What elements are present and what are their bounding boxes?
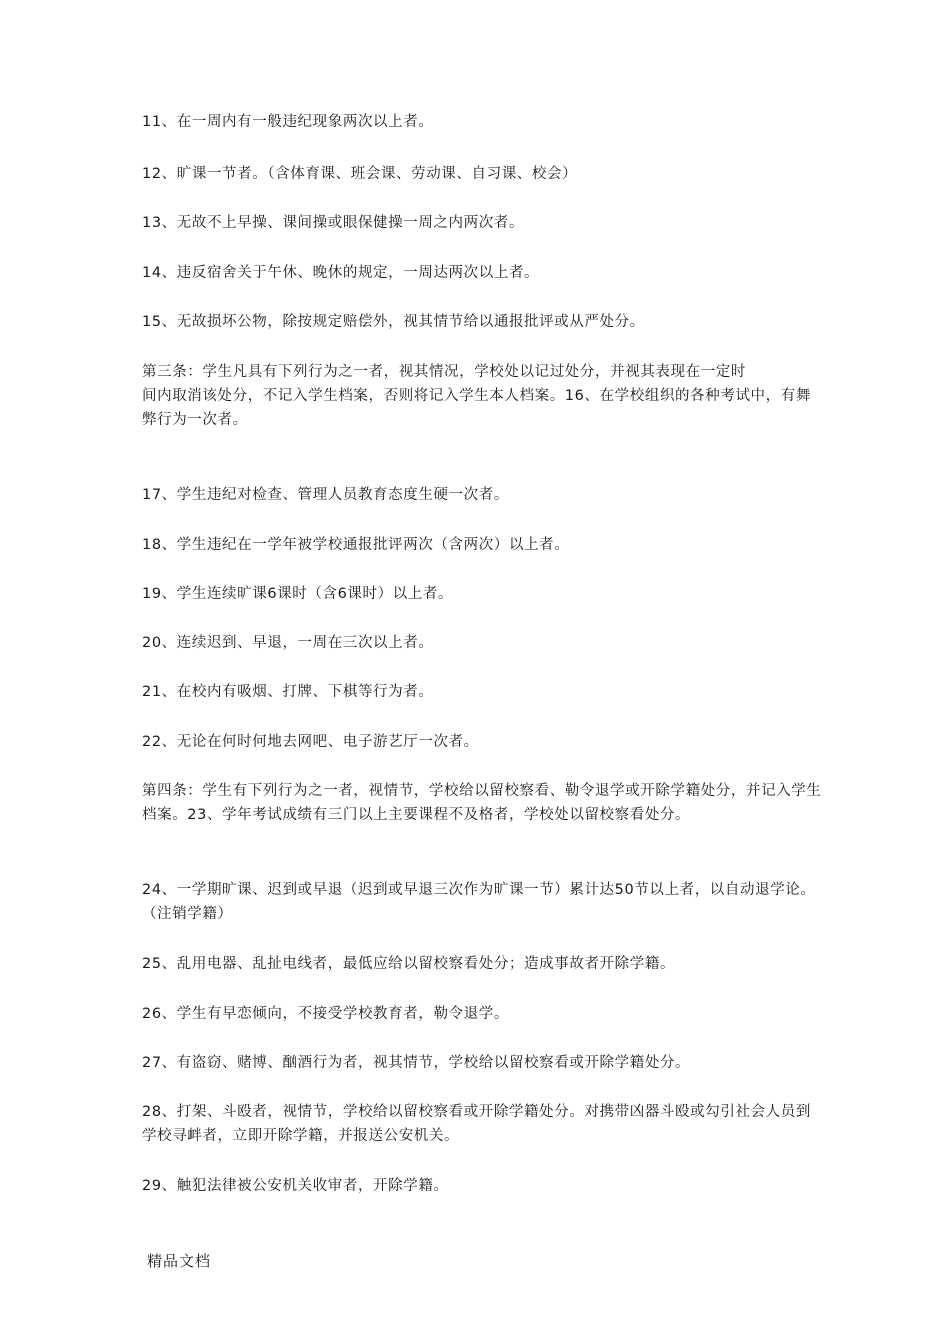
paragraph-item-11: 11、在一周内有一般违纪现象两次以上者。 <box>142 114 434 130</box>
paragraph-item-28: 28、打架、斗殴者，视情节，学校给以留校察看或开除学籍处分。对携带凶器斗殴或勾引社会人员到学校寻衅者，立即开除学籍，并报送公安机关。 <box>142 1104 811 1144</box>
paragraph-item-20: 20、连续迟到、早退，一周在三次以上者。 <box>142 635 434 651</box>
paragraph-item-13: 13、无故不上早操、课间操或眼保健操一周之内两次者。 <box>142 215 525 231</box>
paragraph-item-24: 24、一学期旷课、迟到或早退（迟到或早退三次作为旷课一节）累计达50节以上者，以自动退学论。（注销学籍） <box>142 882 816 922</box>
paragraph-item-25: 25、乱用电器、乱扯电线者，最低应给以留校察看处分；造成事故者开除学籍。 <box>142 956 676 972</box>
paragraph-item-22: 22、无论在何时何地去网吧、电子游艺厅一次者。 <box>142 734 479 750</box>
paragraph-item-17: 17、学生违纪对检查、管理人员教育态度生硬一次者。 <box>142 487 509 503</box>
paragraph-article-3: 第三条：学生凡具有下列行为之一者，视其情况，学校处以记过处分，并视其表现在一定时 间内取消该处分，不记入学生档案，否则将记入学生本人档案。16、在学校组织的各种考试中，有舞弊行为一次者。 <box>142 364 811 428</box>
paragraph-item-18: 18、学生违纪在一学年被学校通报批评两次（含两次）以上者。 <box>142 537 570 553</box>
paragraph-item-26: 26、学生有早恋倾向，不接受学校教育者，勒令退学。 <box>142 1006 509 1022</box>
paragraph-item-15: 15、无故损坏公物，除按规定赔偿外，视其情节给以通报批评或从严处分。 <box>142 314 645 330</box>
paragraph-item-27: 27、有盗窃、赌博、酗酒行为者，视其情节，学校给以留校察看或开除学籍处分。 <box>142 1055 691 1071</box>
footer-watermark-text: 精品文档 <box>147 1252 212 1270</box>
paragraph-item-19: 19、学生连续旷课6课时（含6课时）以上者。 <box>142 586 454 602</box>
paragraph-article-4: 第四条：学生有下列行为之一者，视情节，学校给以留校察看、勒令退学或开除学籍处分，并记入学生档案。23、学年考试成绩有三门以上主要课程不及格者，学校处以留校察看处分。 <box>142 783 822 823</box>
paragraph-item-14: 14、违反宿舍关于午休、晚休的规定，一周达两次以上者。 <box>142 265 540 281</box>
paragraph-item-29: 29、触犯法律被公安机关收审者，开除学籍。 <box>142 1178 449 1194</box>
paragraph-item-12: 12、旷课一节者。（含体育课、班会课、劳动课、自习课、校会） <box>142 166 578 182</box>
paragraph-item-21: 21、在校内有吸烟、打牌、下棋等行为者。 <box>142 684 434 700</box>
